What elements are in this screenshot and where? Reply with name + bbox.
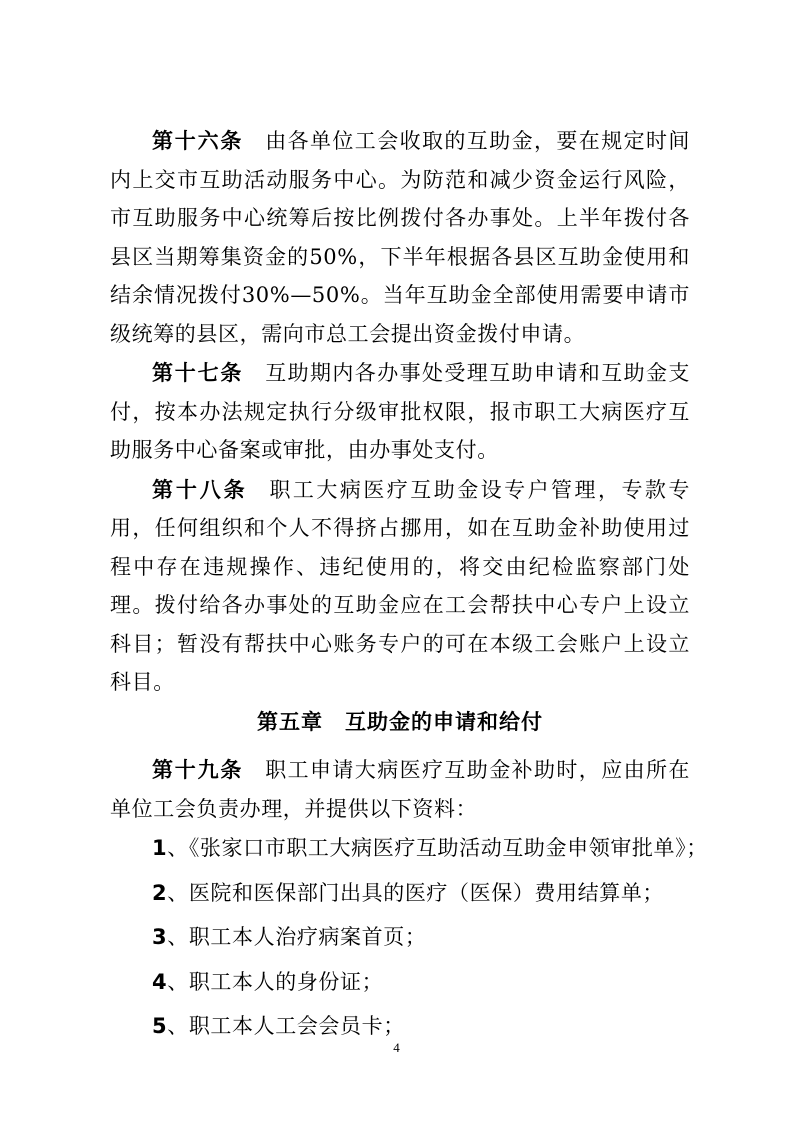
article-18-text: 职工大病医疗互助金设专户管理，专款专用，任何组织和个人不得挤占挪用，如在互助金补助使用过程中存在违规操作、违纪使用的，将交由纪检监察部门处理。拨付给各办事处的互助金应在工会帮扶中心专户上设立科目；暂没有帮扶中心账务专户的可在本级工会账户上设立科目。	[110, 477, 690, 694]
list-item	[110, 918, 690, 957]
list-item-text: 、职工本人工会会员卡；	[167, 1014, 405, 1038]
list-item	[110, 829, 708, 868]
chapter-title: 第五章 互助金的申请和给付	[257, 709, 543, 734]
page-number: 4	[393, 1040, 400, 1055]
article-16-text: 由各单位工会收取的互助金，要在规定时间内上交市互助活动服务中心。为防范和减少资金运行风险，市互助服务中心统筹后按比例拨付各办事处。上半年拨付各县区当期筹集资金的50%，下半年根据各县区互助金使用和结余情况拨付30%—50%。当年互助金全部使用需要申请市级统筹的县区，需向市总工会提出资金拨付申请。	[110, 129, 690, 346]
list-item-text: 、职工本人治疗病案首页；	[167, 925, 427, 949]
article-17-label: 第十七条	[152, 361, 244, 385]
article-19-label: 第十九条	[152, 758, 244, 782]
list-item	[110, 874, 690, 913]
article-17	[110, 354, 690, 470]
list-item-text: 、《张家口市职工大病医疗互助活动互助金申领审批单》；	[167, 836, 708, 860]
list-item	[110, 963, 690, 1002]
list-item-number: 5	[152, 1014, 168, 1038]
list-item-number: 3	[152, 925, 168, 949]
article-18	[110, 471, 690, 702]
list-item-text: 、医院和医保部门出具的医疗（医保）费用结算单；	[167, 880, 665, 905]
list-item-number: 4	[152, 969, 168, 994]
article-16	[110, 122, 690, 353]
list-item-text: 、职工本人的身份证；	[167, 969, 384, 994]
article-16-label: 第十六条	[152, 129, 244, 153]
article-19-text: 职工申请大病医疗互助金补助时，应由所在单位工会负责办理，并提供以下资料：	[110, 758, 690, 821]
list-item-number: 2	[152, 880, 168, 905]
article-18-label: 第十八条	[152, 477, 248, 502]
document-body	[110, 122, 708, 1052]
list-item-number: 1	[152, 836, 168, 860]
article-19	[110, 751, 690, 828]
article-17-text: 互助期内各办事处受理互助申请和互助金支付，按本办法规定执行分级审批权限，报市职工大病医疗互助服务中心备案或审批，由办事处支付。	[110, 361, 690, 462]
